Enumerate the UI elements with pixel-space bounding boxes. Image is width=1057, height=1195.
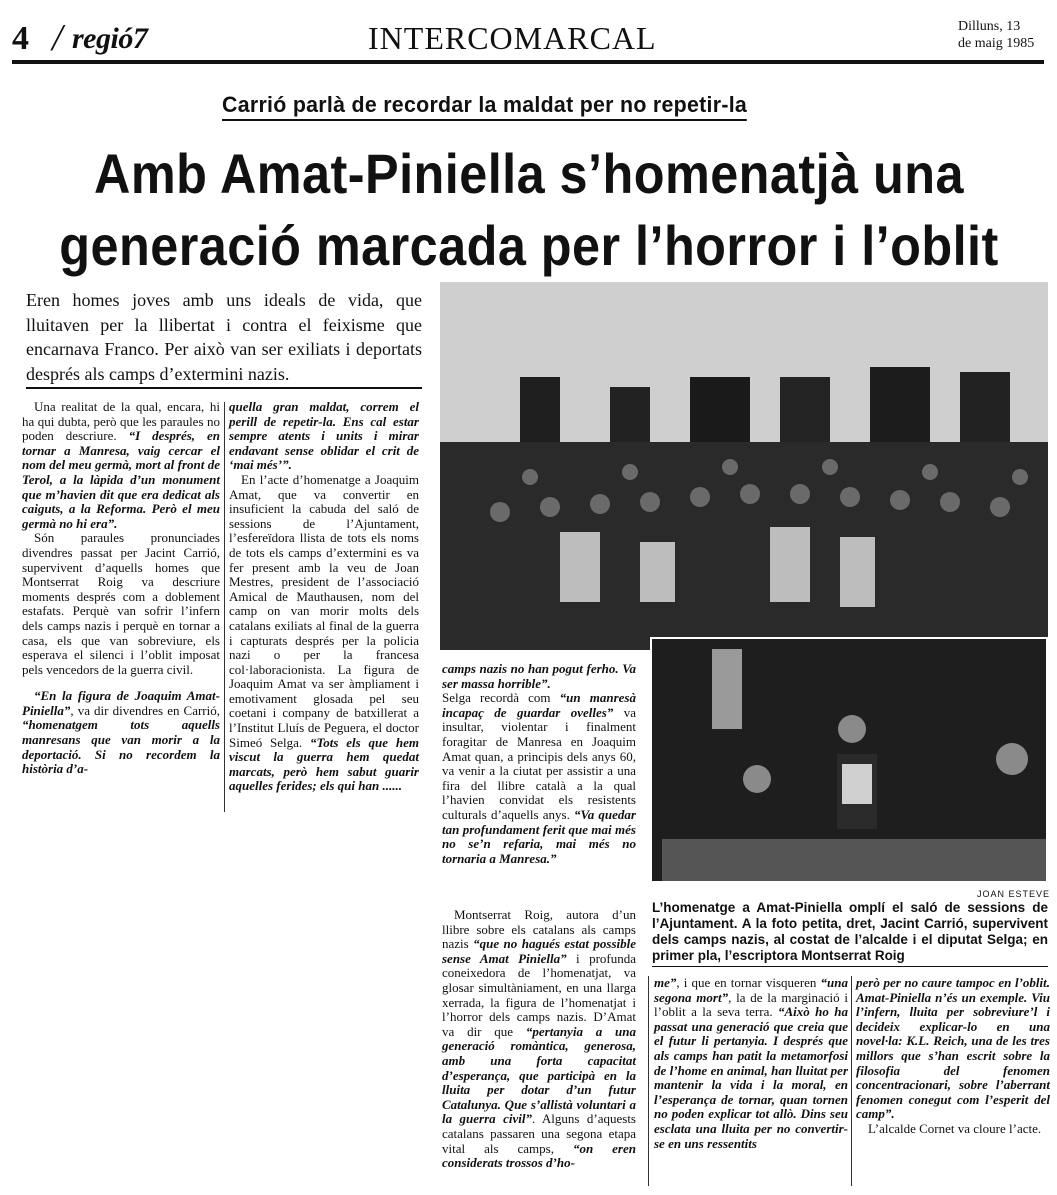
- text-run: , la de la marginació i l’oblit a la seva terra.: [654, 989, 849, 1020]
- quote-run: “Tots els que hem viscut la guerra hem quedat marcats, però hem sabut guarir aquelles ferides; els qui han ......: [229, 734, 419, 794]
- article-column-4: [442, 908, 636, 1171]
- photo-caption: L’homenatge a Amat-Piniella omplí el saló de sessions de l’Ajuntament. A la foto petita, dret, Jacint Carrió, supervivent dels camps nazis, al costat de l’alcalde i el diputat Selga; en primer pla, l’escriptora Montserrat Roig: [652, 900, 1048, 963]
- text-run: En l’acte d’homenatge a Joaquim Amat, que va convertir en insuficient la cabuda del saló de sessions de l’Ajuntament, l’esfereïdora llista de tots els noms de tots els camps d’extermini es va fer present amb la veu de Joan Mestres, president de l’associació Amical de Mauthausen, nom del camp on van morir molts dels catalans exiliats al final de la guerra i capturats després per la policia nazi o per la francesa col·laboracionista. La figura de Joaquim Amat va ser àmpliament i emotivament glosada pel seu coetani i company de batxillerat a l’Institut Lluís de Peguera, el doctor Simeó Selga.: [229, 471, 419, 750]
- caption-rule: [652, 966, 1048, 967]
- quote-run: “Va quedar tan profundament ferit que mai més no se’n refaria, mai més no tornaria a Manresa.”: [442, 806, 636, 866]
- quote-run: quella gran maldat, correm el perill de repetir-la. Ens cal estar sempre atents i units i mirar endavant sense oblidar el crit de ‘mai més’”.: [229, 399, 419, 473]
- article-column-3: [442, 662, 636, 866]
- photo-presidency: [650, 637, 1048, 883]
- article-column-1: [22, 400, 220, 777]
- paragraph: [22, 689, 220, 777]
- article-column-5: [654, 976, 848, 1151]
- headline-line-2: generació marcada per l’horror i l’oblit: [59, 214, 999, 277]
- quote-run: “I després, en tornar a Manresa, vaig cercar el nom del meu germà, mort al front de Terol, a la làpida d’un monument que m’havien dit que era dedicat als caiguts, a la Reforma. Però el meu germà no hi era”.: [22, 428, 220, 531]
- paragraph: Són paraules pronunciades divendres passat per Jacint Carrió, supervivent d’aquells homes que Montserrat Roig va descriure moments després com a doblement estafats. Perquè van sofrir l’infern dels camps nazis i perquè en tornar a casa, els que van sobreviure, els esperava el silenci i l’oblit imposat pels vencedors de la guerra civil.: [22, 530, 220, 677]
- newspaper-name: regió7: [72, 22, 148, 55]
- photo-credit: JOAN ESTEVE: [977, 889, 1051, 899]
- paragraph: [442, 662, 636, 691]
- paragraph: [229, 400, 419, 473]
- headline-line-1: Amb Amat-Piniella s’homenatjà una: [94, 142, 964, 205]
- quote-run: me”: [654, 975, 677, 990]
- paragraph: L’alcalde Cornet va cloure l’acte.: [868, 1120, 1042, 1136]
- article-column-6: [856, 976, 1050, 1137]
- quote-run: “Això ho ha passat una generació que creia que el futur li pertanyia. I després que als camps han patit la metamorfosi de l’home en animal, han lluitat per mantenir la vida i la moral, en l’esperança de tornar, quan tornen no poden explicar tot allò. Dins seu esclata una lluita per no convertir-se en uns ressentits: [654, 1004, 849, 1151]
- paragraph: [442, 908, 636, 1171]
- paragraph: [856, 976, 1050, 1122]
- quote-run: “homenatgem tots aquells manresans que van morir a la deportació. Si no recordem la història d’a-: [22, 717, 220, 777]
- text-run: . Alguns d’aquests catalans passaren una segona etapa vital als camps,: [442, 1111, 636, 1156]
- text-run: , va dir divendres en Carrió,: [70, 702, 220, 718]
- kicker: Carrió parlà de recordar la maldat per no repetir-la: [222, 92, 747, 121]
- quote-run: camps nazis no han pogut ferho. Va ser massa horrible”.: [442, 661, 636, 691]
- photo-audience-image: [440, 282, 1048, 650]
- header-rule: [12, 60, 1044, 64]
- quote-run: “En la figura de Joaquim Amat-Piniella”: [22, 688, 220, 718]
- text-run: , i que en tornar visqueren: [676, 975, 821, 990]
- text-run: Montserrat Roig, autora d’un llibre sobre els catalans als camps nazis: [442, 907, 636, 952]
- text-run: i profunda coneixedora de l’homenatjat, va glosar simultàniament, en una llarga xerrada, la figura de l’homenatjat i l’horror dels camps nazis. D’Amat va dir que: [442, 950, 636, 1039]
- text-run: Una realitat de la qual, encara, hi ha qui dubta, però que les paraules no poden descriure.: [22, 399, 220, 444]
- lede-rule: [26, 387, 422, 389]
- photo-audience: [440, 282, 1048, 650]
- paragraph: [22, 400, 220, 531]
- quote-run: “on eren considerats trossos d’ho-: [442, 1140, 636, 1171]
- text-run: va insultar, violentar i finalment foragitar de Manresa en Joaquim Amat quan, a principis dels anys 60, va venir a la ciutat per assistir a una fira del llibre català a la qual l’havien convidat els resistents culturals d’aquells anys.: [442, 704, 636, 822]
- section-title: INTERCOMARCAL: [368, 20, 657, 56]
- column-divider: [648, 976, 649, 1186]
- page-number: 4: [12, 20, 29, 57]
- date-line-2: de maig 1985: [958, 36, 1035, 51]
- column-divider: [224, 402, 225, 812]
- quote-run: “un manresà incapaç de guardar ovelles”: [442, 690, 636, 720]
- lede-paragraph: Eren homes joves amb uns ideals de vida, que lluitaven per la llibertat i contra el feixisme que encarnava Franco. Per això van ser exiliats i deportats després als camps d’extermini nazis.: [26, 290, 422, 384]
- quote-run: “que no hagués estat possible sense Amat Piniella”: [442, 936, 636, 966]
- text-run: Selga recordà com: [442, 690, 560, 706]
- issue-date: [958, 18, 1034, 52]
- paragraph: [229, 473, 419, 794]
- quote-run: però per no caure tampoc en l’oblit. Amat-Piniella n’és un exemple. Viu l’infern, lluita per sobreviure’l i decideix explicar-lo en una novel·la: K.L. Reich, una de les tres millors que s’han escrit sobre la filosofia del fenomen concentracionari, sobre l’aberrant fenomen conegut com l’esperit del camp”.: [856, 975, 1050, 1122]
- quote-run: “pertanyia a una generació romàntica, generosa, amb una forta capacitat d’esperança, que participà en la lluita per dotar d’un futur Catalunya. Que s’allistà voluntari a la guerra civil”: [442, 1023, 637, 1127]
- photo-presidency-image: [652, 639, 1046, 881]
- header-slash: /: [52, 17, 63, 59]
- column-divider: [851, 976, 852, 1186]
- headline: [25, 138, 1033, 282]
- paragraph: [654, 976, 848, 1151]
- article-column-2: [229, 400, 419, 794]
- quote-run: “una segona mort”: [654, 975, 848, 1005]
- paragraph: [442, 691, 636, 866]
- date-line-1: Dilluns, 13: [958, 19, 1021, 34]
